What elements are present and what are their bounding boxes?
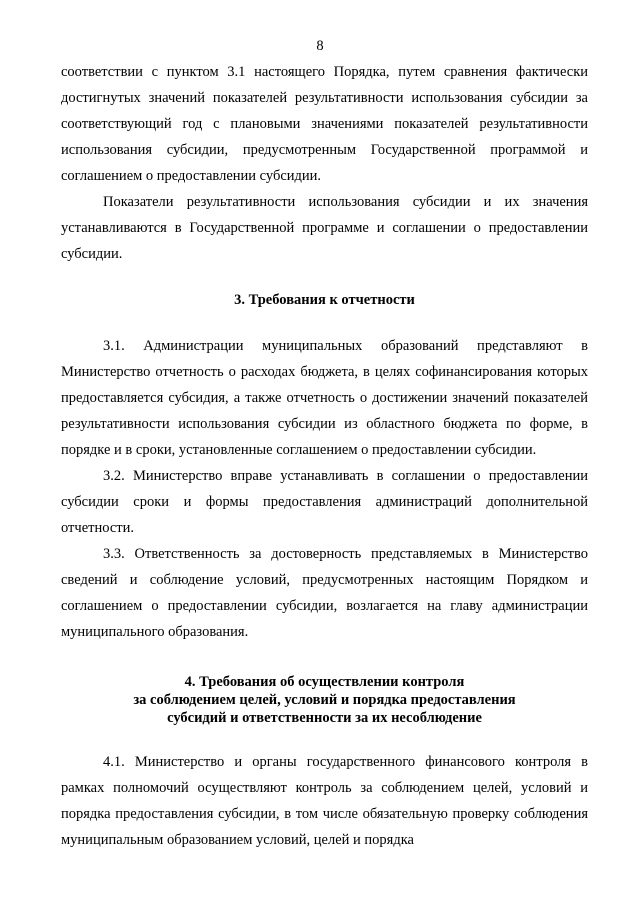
paragraph-3-1: 3.1. Администрации муниципальных образований представляют в Министерство отчетность о расходах бюджета, в целях софинансирования которых предоставляется субсидия, а также отчетность о достижении значений показателей результативности использования субсидии из областного бюджета по форме, в порядке и в сроки, установленные соглашением о предоставлении субсидии. (61, 338, 588, 458)
section-4-heading (61, 673, 588, 727)
paragraph-4-1: 4.1. Министерство и органы государственного финансового контроля в рамках полномочий осуществляют контроль за соблюдением целей, условий и порядка предоставления субсидии, в том числе обязательную проверку соблюдения муниципальным образованием условий, целей и порядка (61, 754, 588, 848)
paragraph-continuation: соответствии с пунктом 3.1 настоящего Порядка, путем сравнения фактически достигнутых значений показателей результативности использования субсидии за соответствующий год с плановыми значениями показателей результативности использования субсидии, предусмотренным Государственной программой и соглашением о предоставлении субсидии. (61, 64, 588, 184)
section-4-heading-line-3: субсидий и ответственности за их несоблюдение (167, 710, 482, 726)
paragraph-3-3: 3.3. Ответственность за достоверность представляемых в Министерство сведений и соблюдение условий, предусмотренных настоящим Порядком и соглашением о предоставлении субсидии, возлагается на главу администрации муниципального образования. (61, 546, 588, 640)
paragraph-3-2: 3.2. Министерство вправе устанавливать в соглашении о предоставлении субсидии сроки и формы предоставления администраций дополнительной отчетности. (61, 468, 588, 536)
section-4-heading-line-2: за соблюдением целей, условий и порядка предоставления (133, 692, 516, 708)
paragraph-indicators: Показатели результативности использования субсидии и их значения устанавливаются в Государственной программе и соглашении о предоставлении субсидии. (61, 194, 588, 262)
page-number: 8 (316, 38, 324, 54)
document-body (61, 59, 588, 853)
section-3-heading: 3. Требования к отчетности (234, 292, 415, 308)
section-4-heading-line-1: 4. Требования об осуществлении контроля (184, 674, 465, 690)
